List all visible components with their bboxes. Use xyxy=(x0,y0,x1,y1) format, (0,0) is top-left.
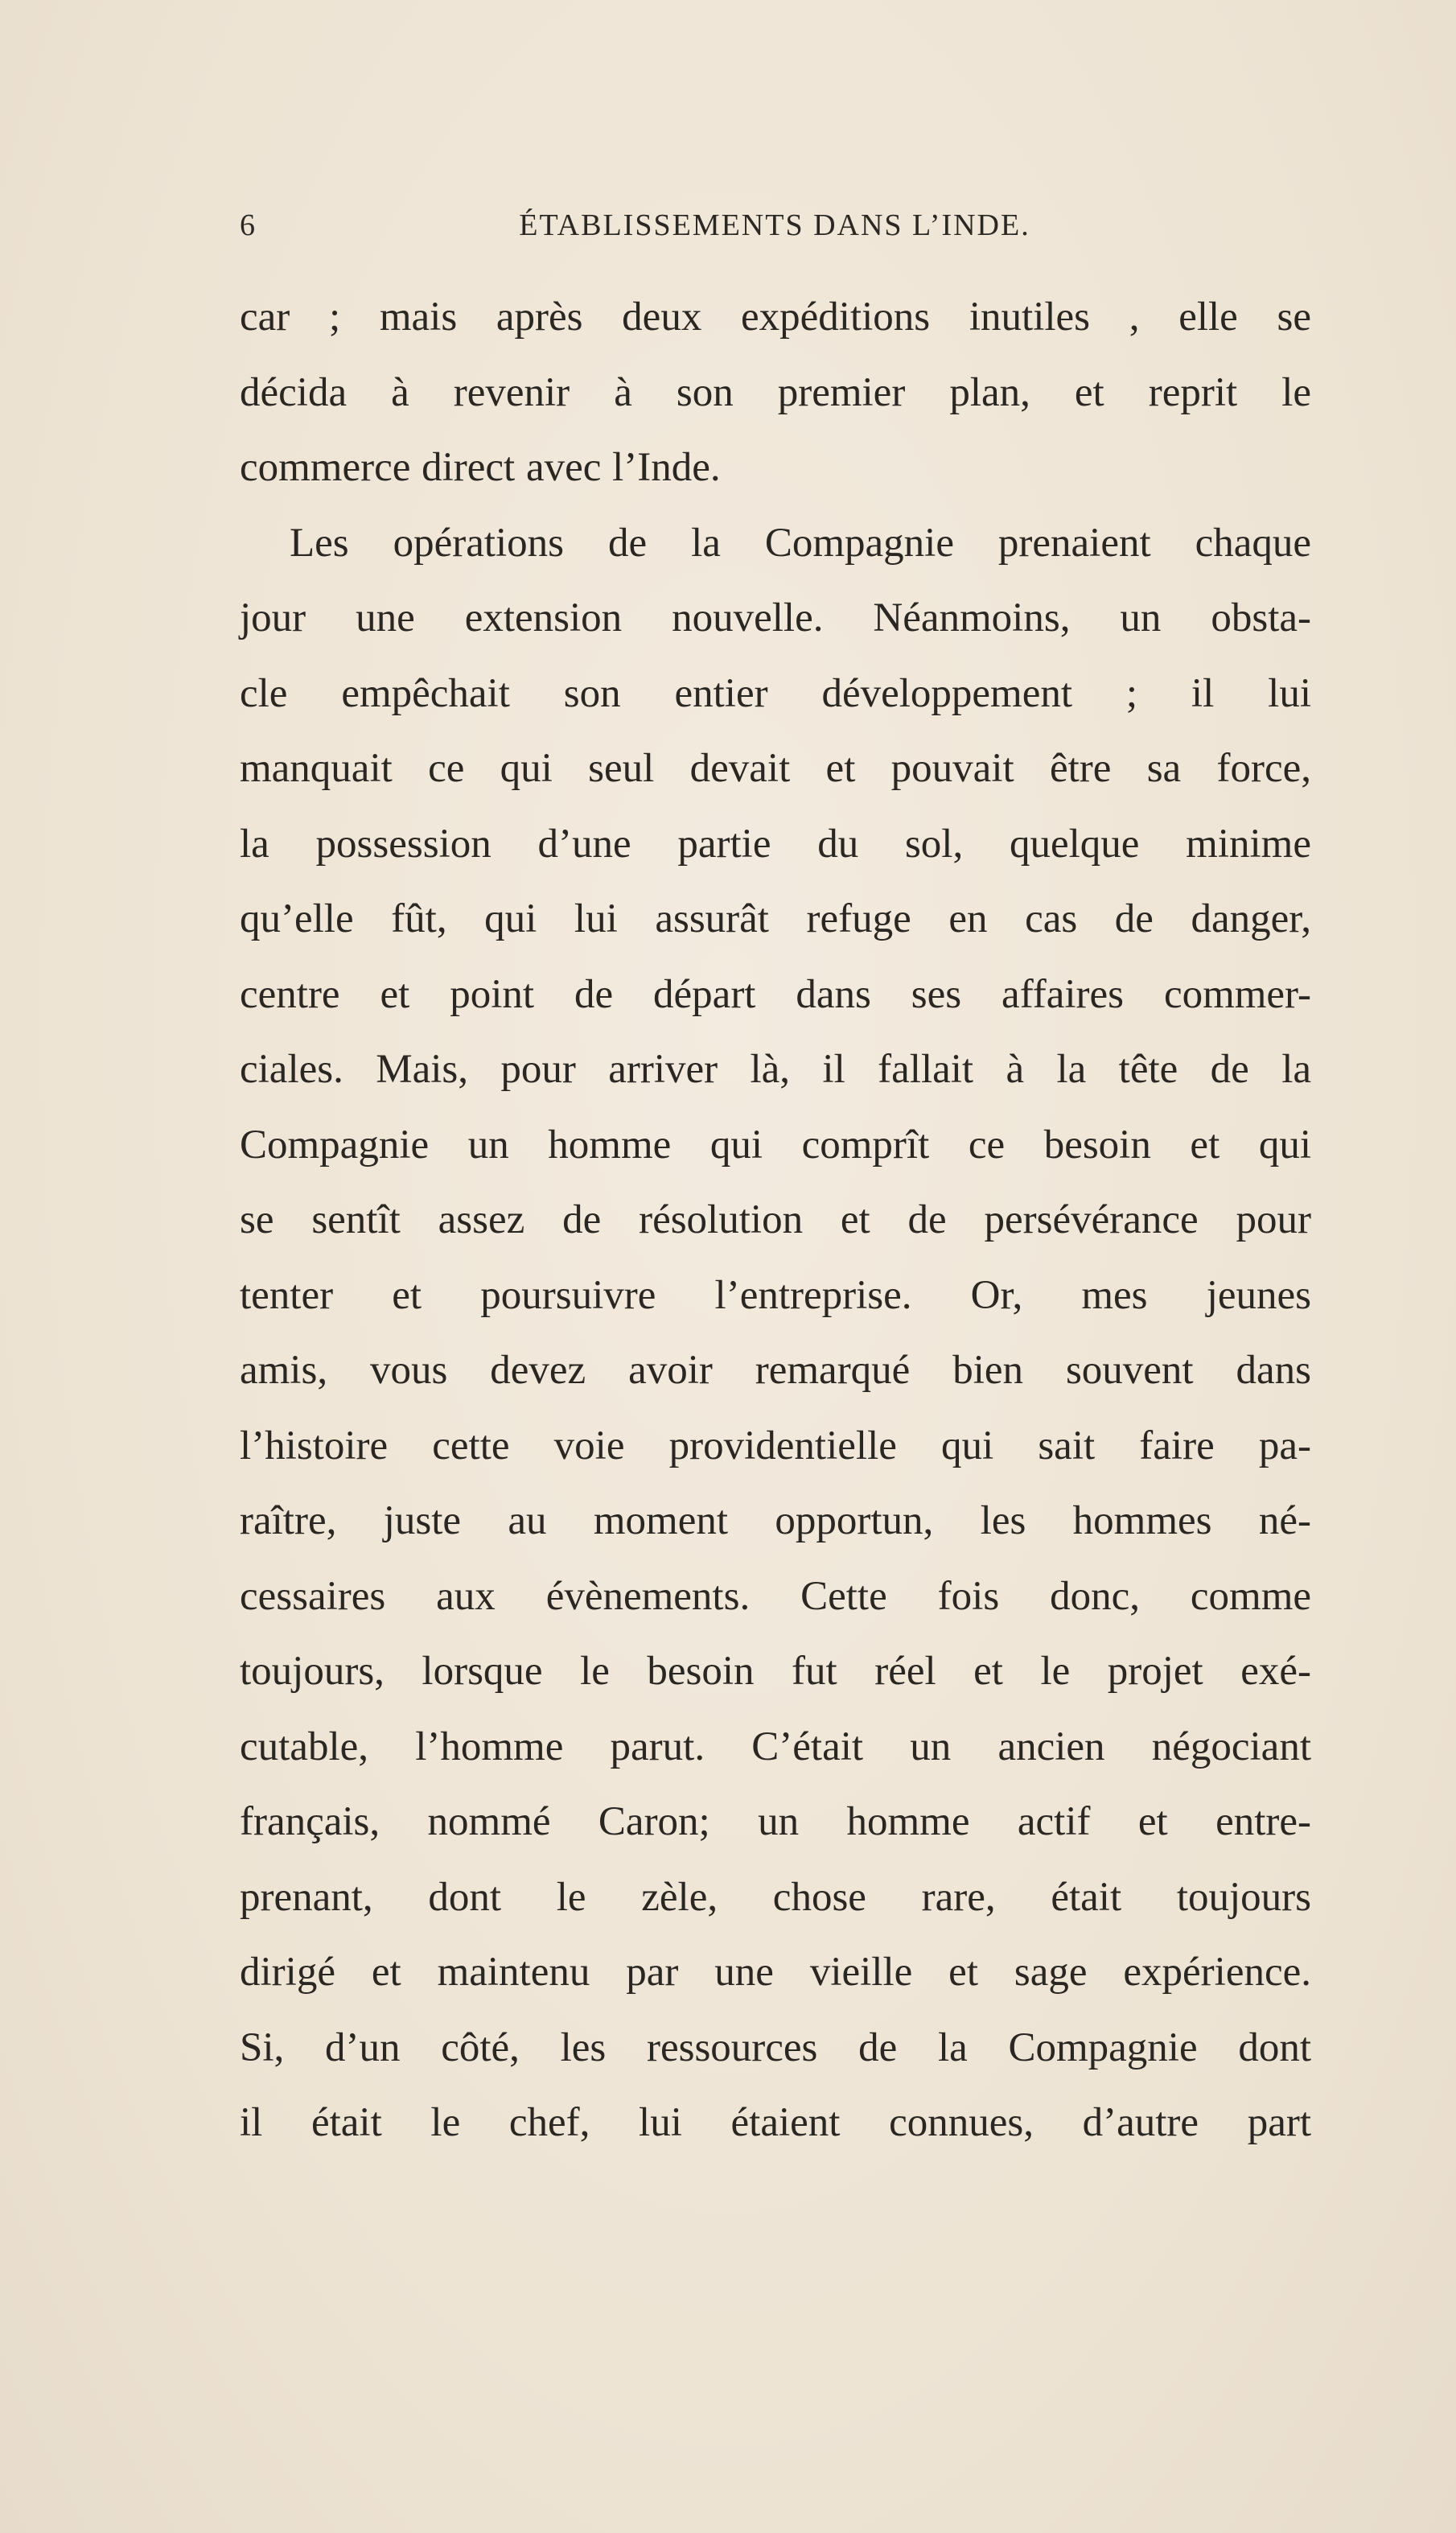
text-line: jour une extension nouvelle. Néanmoins, un obsta- xyxy=(240,595,1311,640)
text-line: la possession d’une partie du sol, quelque minime xyxy=(240,821,1311,867)
text-line: cle empêchait son entier développement ; il lui xyxy=(240,670,1311,716)
page-number: 6 xyxy=(240,208,257,242)
text-line: dirigé et maintenu par une vieille et sage expérience. xyxy=(240,1950,1311,1995)
body-text xyxy=(240,280,1311,2161)
text-line: Si, d’un côté, les ressources de la Compagnie dont xyxy=(240,2024,1311,2070)
text-line: tenter et poursuivre l’entreprise. Or, mes jeunes xyxy=(240,1272,1311,1318)
text-line: français, nommé Caron; un homme actif et entre- xyxy=(240,1799,1311,1844)
text-line: centre et point de départ dans ses affaires commer- xyxy=(240,971,1311,1017)
text-line: Les opérations de la Compagnie prenaient chaque xyxy=(290,520,1311,566)
running-title: ÉTABLISSEMENTS DANS L’INDE. xyxy=(519,208,1030,242)
text-line: l’histoire cette voie providentielle qui sait faire pa- xyxy=(240,1423,1311,1468)
text-line: il était le chef, lui étaient connues, d’autre part xyxy=(240,2100,1311,2145)
text-line: qu’elle fût, qui lui assurât refuge en cas de danger, xyxy=(240,896,1311,941)
text-line: Compagnie un homme qui comprît ce besoin et qui xyxy=(240,1122,1311,1168)
text-line: raître, juste au moment opportun, les hommes né- xyxy=(240,1498,1311,1543)
text-line: car ; mais après deux expéditions inutiles , elle se xyxy=(240,294,1311,340)
text-line: se sentît assez de résolution et de persévérance pour xyxy=(240,1197,1311,1242)
text-line: amis, vous devez avoir remarqué bien souvent dans xyxy=(240,1348,1311,1393)
text-line: prenant, dont le zèle, chose rare, était toujours xyxy=(240,1874,1311,1920)
text-line: cutable, l’homme parut. C’était un ancien négociant xyxy=(240,1724,1311,1769)
text-line: manquait ce qui seul devait et pouvait être sa force, xyxy=(240,746,1311,791)
text-line: cessaires aux évènements. Cette fois donc, comme xyxy=(240,1573,1311,1619)
text-line: commerce direct avec l’Inde. xyxy=(240,445,721,490)
text-line: toujours, lorsque le besoin fut réel et le projet exé- xyxy=(240,1649,1311,1694)
text-line: décida à revenir à son premier plan, et reprit le xyxy=(240,369,1311,415)
running-head xyxy=(240,208,1310,256)
text-line: ciales. Mais, pour arriver là, il fallait à la tête de la xyxy=(240,1047,1311,1092)
